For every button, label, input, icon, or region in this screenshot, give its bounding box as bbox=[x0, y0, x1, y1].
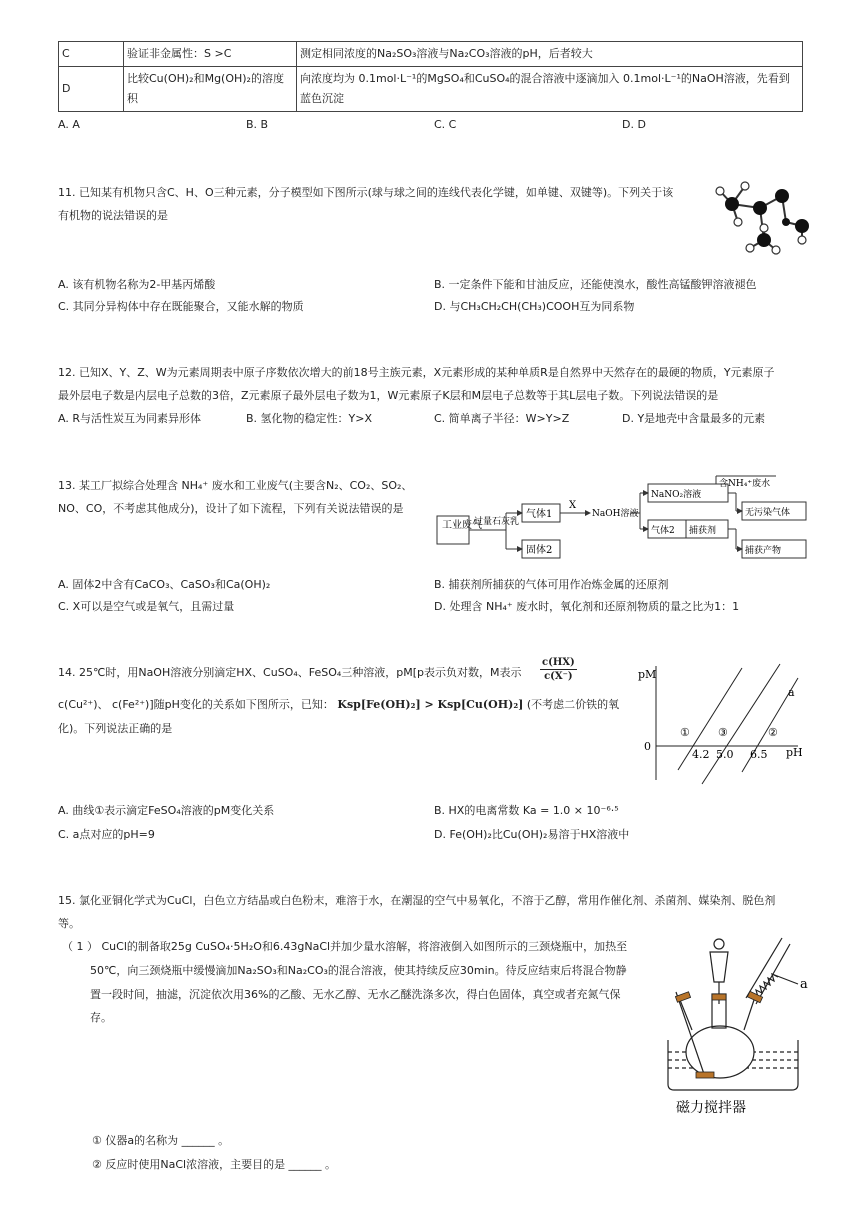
row-purpose: 比较Cu(OH)₂和Mg(OH)₂的溶度积 bbox=[124, 67, 297, 112]
process-flowchart bbox=[436, 472, 808, 564]
q15-stem: 15. 氯化亚铜化学式为CuCl，白色立方结晶或白色粉末，难溶于水，在潮湿的空气中易氧化，不溶于乙醇，常用作催化剂、杀菌剂、媒染剂、脱色剂 bbox=[58, 894, 776, 907]
molecule-model-figure bbox=[712, 178, 812, 256]
q15-subquestion-2: ② 反应时使用NaCl浓溶液，主要目的是 ______ 。 bbox=[92, 1158, 337, 1171]
graph-origin: 0 bbox=[644, 740, 651, 753]
q11-option-d: D. 与CH₃CH₂CH(CH₃)COOH互为同系物 bbox=[434, 300, 635, 313]
flow-naoh: NaOH溶液 bbox=[592, 509, 639, 519]
q15-subquestion-1: ① 仪器a的名称为 ______ 。 bbox=[92, 1134, 230, 1147]
curve-label: ③ bbox=[718, 726, 728, 739]
q12-stem-cont: 最外层电子数是内层电子总数的3倍，Z元素原子最外层电子数为1，W元素原子K层和M层电子总数等于其L层电子数。下列说法错误的是 bbox=[58, 389, 719, 402]
apparatus-label-a: a bbox=[800, 977, 808, 992]
row-method: 测定相同浓度的Na₂SO₃溶液与Na₂CO₃溶液的pH，后者较大 bbox=[297, 42, 803, 67]
q13-option-c: C. X可以是空气或是氧气，且需过量 bbox=[58, 600, 235, 613]
q10-option-c: C. C bbox=[434, 118, 457, 131]
three-neck-flask-apparatus bbox=[662, 934, 812, 1120]
q11-option-b: B. 一定条件下能和甘油反应，还能使溴水，酸性高锰酸钾溶液褪色 bbox=[434, 278, 757, 291]
graph-tick: 4.2 bbox=[692, 748, 710, 761]
q12-option-b: B. 氢化物的稳定性：Y>X bbox=[246, 412, 373, 425]
q12-stem: 12. 已知X、Y、Z、W为元素周期表中原子序数依次增大的前18号主族元素，X元素形成的某种单质R是自然界中天然存在的最硬的物质，Y元素原子 bbox=[58, 366, 775, 379]
q10-option-b: B. B bbox=[246, 118, 269, 131]
q12-option-d: D. Y是地壳中含量最多的元素 bbox=[622, 412, 766, 425]
q15-part1-cont: 存。 bbox=[90, 1011, 112, 1024]
q12-option-a: A. R与活性炭互为同素异形体 bbox=[58, 412, 201, 425]
q10-option-d: D. D bbox=[622, 118, 646, 131]
pm-ph-graph bbox=[638, 660, 808, 788]
q11-option-c: C. 其同分异构体中存在既能聚合，又能水解的物质 bbox=[58, 300, 304, 313]
fraction-denominator: c(X⁻) bbox=[544, 671, 573, 682]
q13-stem-cont: NO、CO，不考虑其他成分)，设计了如下流程，下列有关说法错误的是 bbox=[58, 502, 404, 515]
q13-option-a: A. 固体2中含有CaCO₃、CaSO₃和Ca(OH)₂ bbox=[58, 578, 271, 591]
table-row bbox=[59, 42, 803, 67]
graph-y-label: pM bbox=[638, 668, 657, 681]
q14-stem-cont: c(Cu²⁺)、 c(Fe²⁺)]随pH变化的关系如下图所示，已知： Ksp[Fe(OH)₂] > Ksp[Cu(OH)₂] (不考虑二价铁的氧 bbox=[58, 698, 620, 711]
q13-stem: 13. 某工厂拟综合处理含 NH₄⁺ 废水和工业废气(主要含N₂、CO₂、SO₂、 bbox=[58, 479, 413, 492]
q14-option-b: B. HX的电离常数 Ka = 1.0 × 10⁻⁶·⁵ bbox=[434, 804, 619, 817]
point-a-label: a bbox=[788, 686, 795, 699]
q13-option-b: B. 捕获剂所捕获的气体可用作冶炼金属的还原剂 bbox=[434, 578, 669, 591]
q11-option-a: A. 该有机物名称为2-甲基丙烯酸 bbox=[58, 278, 216, 291]
flow-nano2: NaNO₂溶液 bbox=[651, 490, 702, 500]
flow-x: X bbox=[569, 500, 577, 511]
q14-stem: 14. 25℃时，用NaOH溶液分别滴定HX、CuSO₄、FeSO₄三种溶液，pM[p表示负对数，M表示 bbox=[58, 666, 522, 679]
row-label: D bbox=[59, 67, 124, 112]
q11-stem: 11. 已知某有机物只含C、H、O三种元素，分子模型如下图所示(球与球之间的连线代表化学键，如单键、双键等)。下列关于该 bbox=[58, 186, 674, 199]
flow-capture-product: 捕获产物 bbox=[745, 546, 782, 556]
flow-reagent: 过量石灰乳 bbox=[474, 517, 520, 527]
q14-option-d: D. Fe(OH)₂比Cu(OH)₂易溶于HX溶液中 bbox=[434, 828, 630, 841]
q15-part1: （ 1 ） CuCl的制备取25g CuSO₄·5H₂O和6.43gNaCl并加少量水溶解，将溶液倒入如图所示的三颈烧瓶中，加热至 bbox=[62, 940, 628, 953]
flow-gas1: 气体1 bbox=[526, 509, 553, 520]
row-label: C bbox=[59, 42, 124, 67]
q14-fraction bbox=[540, 656, 577, 683]
curve-label: ① bbox=[680, 726, 690, 739]
q14-option-a: A. 曲线①表示滴定FeSO₄溶液的pM变化关系 bbox=[58, 804, 275, 817]
row-purpose: 验证非金属性：S >C bbox=[124, 42, 297, 67]
curve-label: ② bbox=[768, 726, 778, 739]
flow-input: 工业废气 bbox=[442, 520, 482, 531]
graph-x-label: pH bbox=[786, 746, 803, 759]
q15-part1-cont: 50℃，向三颈烧瓶中缓慢滴加Na₂SO₃和Na₂CO₃的混合溶液，使其持续反应30min。待反应结束后将混合物静 bbox=[90, 964, 627, 977]
q14-option-c: C. a点对应的pH=9 bbox=[58, 828, 155, 841]
graph-tick: 5.0 bbox=[716, 748, 734, 761]
flow-nh4-wastewater: 含NH₄⁺废水 bbox=[719, 479, 771, 489]
experiment-table bbox=[58, 41, 803, 112]
q15-stem-cont: 等。 bbox=[58, 917, 80, 930]
table-row bbox=[59, 67, 803, 112]
q11-stem-cont: 有机物的说法错误的是 bbox=[58, 209, 168, 222]
flow-capture-agent: 捕获剂 bbox=[689, 526, 717, 536]
graph-tick: 6.5 bbox=[750, 748, 768, 761]
fraction-numerator: c(HX) bbox=[542, 657, 575, 668]
q15-part1-cont: 置一段时间，抽滤，沉淀依次用36%的乙酸、无水乙醇、无水乙醚洗涤多次，得白色固体，真空或者充氮气保 bbox=[90, 988, 621, 1001]
q10-option-a: A. A bbox=[58, 118, 80, 131]
flow-nonpolluting-gas: 无污染气体 bbox=[745, 508, 791, 518]
magnetic-stirrer-label: 磁力搅拌器 bbox=[676, 1100, 746, 1116]
flow-solid2: 固体2 bbox=[526, 545, 553, 556]
row-method: 向浓度均为 0.1mol·L⁻¹的MgSO₄和CuSO₄的混合溶液中逐滴加入 0.1mol·L⁻¹的NaOH溶液，先看到蓝色沉淀 bbox=[297, 67, 803, 112]
q12-option-c: C. 简单离子半径：W>Y>Z bbox=[434, 412, 570, 425]
flow-gas2: 气体2 bbox=[651, 526, 675, 536]
q13-option-d: D. 处理含 NH₄⁺ 废水时，氧化剂和还原剂物质的量之比为1：1 bbox=[434, 600, 740, 613]
ksp-comparison: Ksp[Fe(OH)₂] > Ksp[Cu(OH)₂] bbox=[337, 698, 524, 711]
q14-stem-cont2: 化)。下列说法正确的是 bbox=[58, 722, 173, 735]
